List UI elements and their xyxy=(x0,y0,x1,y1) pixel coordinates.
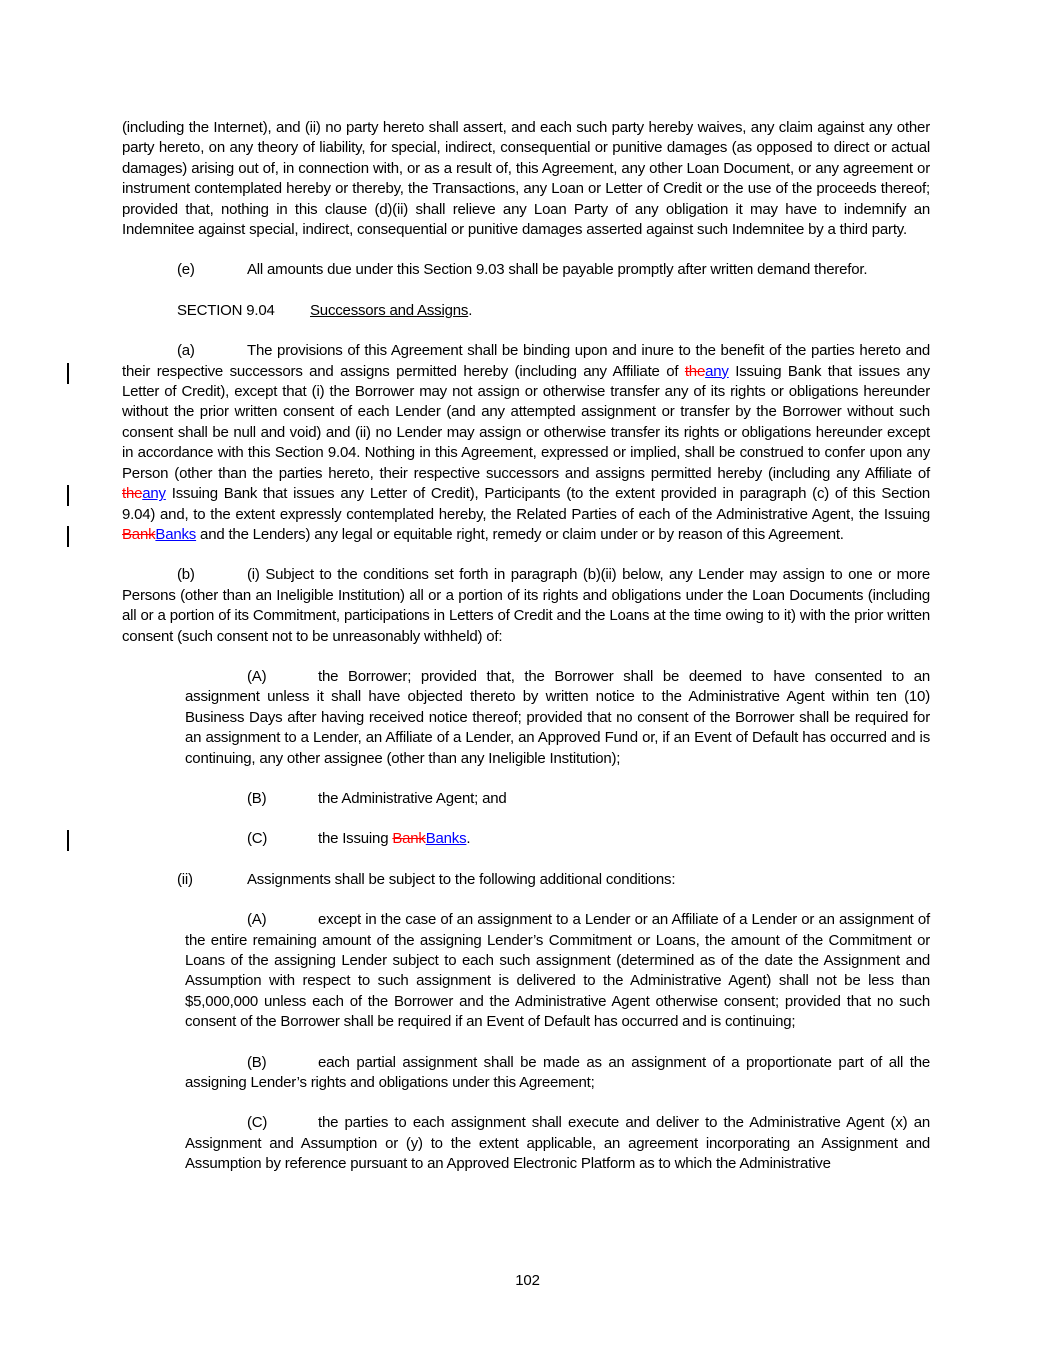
text-run: The provisions of this Agreement shall be binding upon and inure to the benefit of the parties hereto and their respective successors and assigns permitted hereby (including any Affiliate of xyxy=(122,342,930,380)
change-bar xyxy=(67,363,69,384)
paragraph-label: (A) xyxy=(247,667,267,685)
text-run: Assignments shall be subject to the following additional conditions: xyxy=(247,870,676,888)
paragraph-label: (B) xyxy=(247,1053,267,1071)
subclause-A-borrower-consent xyxy=(185,667,930,769)
deleted-text: Bank xyxy=(392,830,426,848)
text-run: the Administrative Agent; and xyxy=(318,789,507,807)
change-bar xyxy=(67,830,69,851)
deleted-text: the xyxy=(122,485,143,503)
text-run: (including the Internet), and (ii) no party hereto shall assert, and each such party hereby waives, any claim against any other party hereto, on any theory of liability, for special, indirect, consequential or punitive damages (as opposed to direct or actual damages) arising out of, in connection with, or as a result of, this Agreement, any other Loan Document, or any agreement or instrument contemplated hereby or thereby, the Transactions, any Loan or Letter of Credit or the use of the proceeds thereof; provided that, nothing in this clause (d)(ii) shall relieve any Loan Party of any obligation it may have to indemnify an Indemnitee against special, indirect, consequential or punitive damages asserted against such Indemnitee by a third party. xyxy=(122,119,930,239)
paragraph-label: (A) xyxy=(247,911,267,929)
paragraph-label: (B) xyxy=(247,789,267,807)
page-number: 102 xyxy=(515,1272,540,1289)
paragraph-a xyxy=(122,341,930,545)
text-run: . xyxy=(466,830,471,848)
underlined-heading-text: Successors and Assigns xyxy=(310,301,469,319)
paragraph-d-ii-continuation xyxy=(122,118,930,240)
inserted-text: any xyxy=(142,485,166,503)
subclause-C-issuing-banks xyxy=(185,829,930,849)
deleted-text: Bank xyxy=(122,525,156,543)
paragraph-label: (b) xyxy=(177,566,195,584)
paragraph-label: (C) xyxy=(247,1114,268,1132)
paragraph-label: (a) xyxy=(177,342,195,360)
paragraph-label: (e) xyxy=(177,261,195,279)
text-run: the parties to each assignment shall execute and deliver to the Administrative Agent (x) an Assignment and Assumption or (y) to the extent applicable, an agreement incorporating an Assignment and Assumption by reference pursuant to an Approved Electronic Platform as to which the Administrative xyxy=(185,1114,930,1173)
paragraph-label: (ii) xyxy=(177,870,193,888)
text-run: . xyxy=(468,301,473,319)
deleted-text: the xyxy=(684,362,706,380)
condition-C-assignment-and-assumption xyxy=(185,1113,930,1174)
inserted-text: Banks xyxy=(425,830,467,848)
text-run: Issuing Bank that issues any Letter of Credit), except that (i) the Borrower may not assign or otherwise transfer any of its rights or obligations hereunder without the prior written consent of each Lender (and any attempted assignment or transfer by the Borrower without such consent shall be null and void) and (ii) no Lender may assign or otherwise transfer its rights or obligations hereunder except in accordance with this Section 9.04. Nothing in this Agreement, expressed or implied, shall be construed to confer upon any Person (other than the parties hereto, their respective successors and assigns permitted hereby (including any Affiliate of xyxy=(122,362,930,482)
text-run: All amounts due under this Section 9.03 shall be payable promptly after written demand therefor. xyxy=(247,261,868,279)
text-run: the Borrower; provided that, the Borrower shall be deemed to have consented to an assignment unless it shall have objected thereto by written notice to the Administrative Agent within ten (10) Business Days after having received notice thereof; provided that no consent of the Borrower shall be required for an assignment to a Lender, an Affiliate of a Lender, an Approved Fund or, if an Event of Default has occurred and is continuing, any other assignee (other than any Ineligible Institution); xyxy=(185,667,930,767)
paragraph-label: (C) xyxy=(247,830,268,848)
subclause-B-administrative-agent xyxy=(185,789,930,809)
change-bar xyxy=(67,485,69,506)
condition-A-minimum-assignment-amount xyxy=(185,910,930,1032)
paragraph-b-i xyxy=(122,565,930,647)
paragraph-b-ii xyxy=(122,870,930,890)
text-run: except in the case of an assignment to a Lender or an Affiliate of a Lender or an assignment of the entire remaining amount of the assigning Lender’s Commitment or Loans, the amount of the Commitment or Loans of the assigning Lender subject to each such assignment (determined as of the date the Assignment and Assumption with respect to such assignment is delivered to the Administrative Agent) shall not be less than $5,000,000 unless each of the Borrower and the Administrative Agent otherwise consent; provided that no such consent of the Borrower shall be required if an Event of Default has occurred and is continuing; xyxy=(185,911,930,1031)
document-body xyxy=(122,118,930,1195)
paragraph-label: SECTION 9.04 xyxy=(177,301,275,319)
condition-B-proportionate-assignment xyxy=(185,1053,930,1094)
text-run: and the Lenders) any legal or equitable right, remedy or claim under or by reason of this Agreement. xyxy=(196,525,844,543)
text-run: each partial assignment shall be made as an assignment of a proportionate part of all the assigning Lender’s rights and obligations under this Agreement; xyxy=(185,1053,930,1092)
section-9-04-heading xyxy=(122,301,930,321)
text-run: Issuing Bank that issues any Letter of Credit), Participants (to the extent provided in paragraph (c) of this Section 9.04) and, to the extent expressly contemplated hereby, the Related Parties of each of the Administrative Agent, the Issuing xyxy=(122,485,930,523)
change-bar xyxy=(67,526,69,547)
paragraph-e xyxy=(122,260,930,280)
text-run: (i) Subject to the conditions set forth in paragraph (b)(ii) below, any Lender may assign to one or more Persons (other than an Ineligible Institution) all or a portion of its rights and obligations under the Loan Documents (including all or a portion of its Commitment, participations in Letters of Credit and the Loans at the time owing to it) with the prior written consent (such consent not to be unreasonably withheld) of: xyxy=(122,566,930,645)
inserted-text: Banks xyxy=(155,525,197,543)
inserted-text: any xyxy=(705,362,729,380)
text-run: the Issuing xyxy=(318,830,393,848)
